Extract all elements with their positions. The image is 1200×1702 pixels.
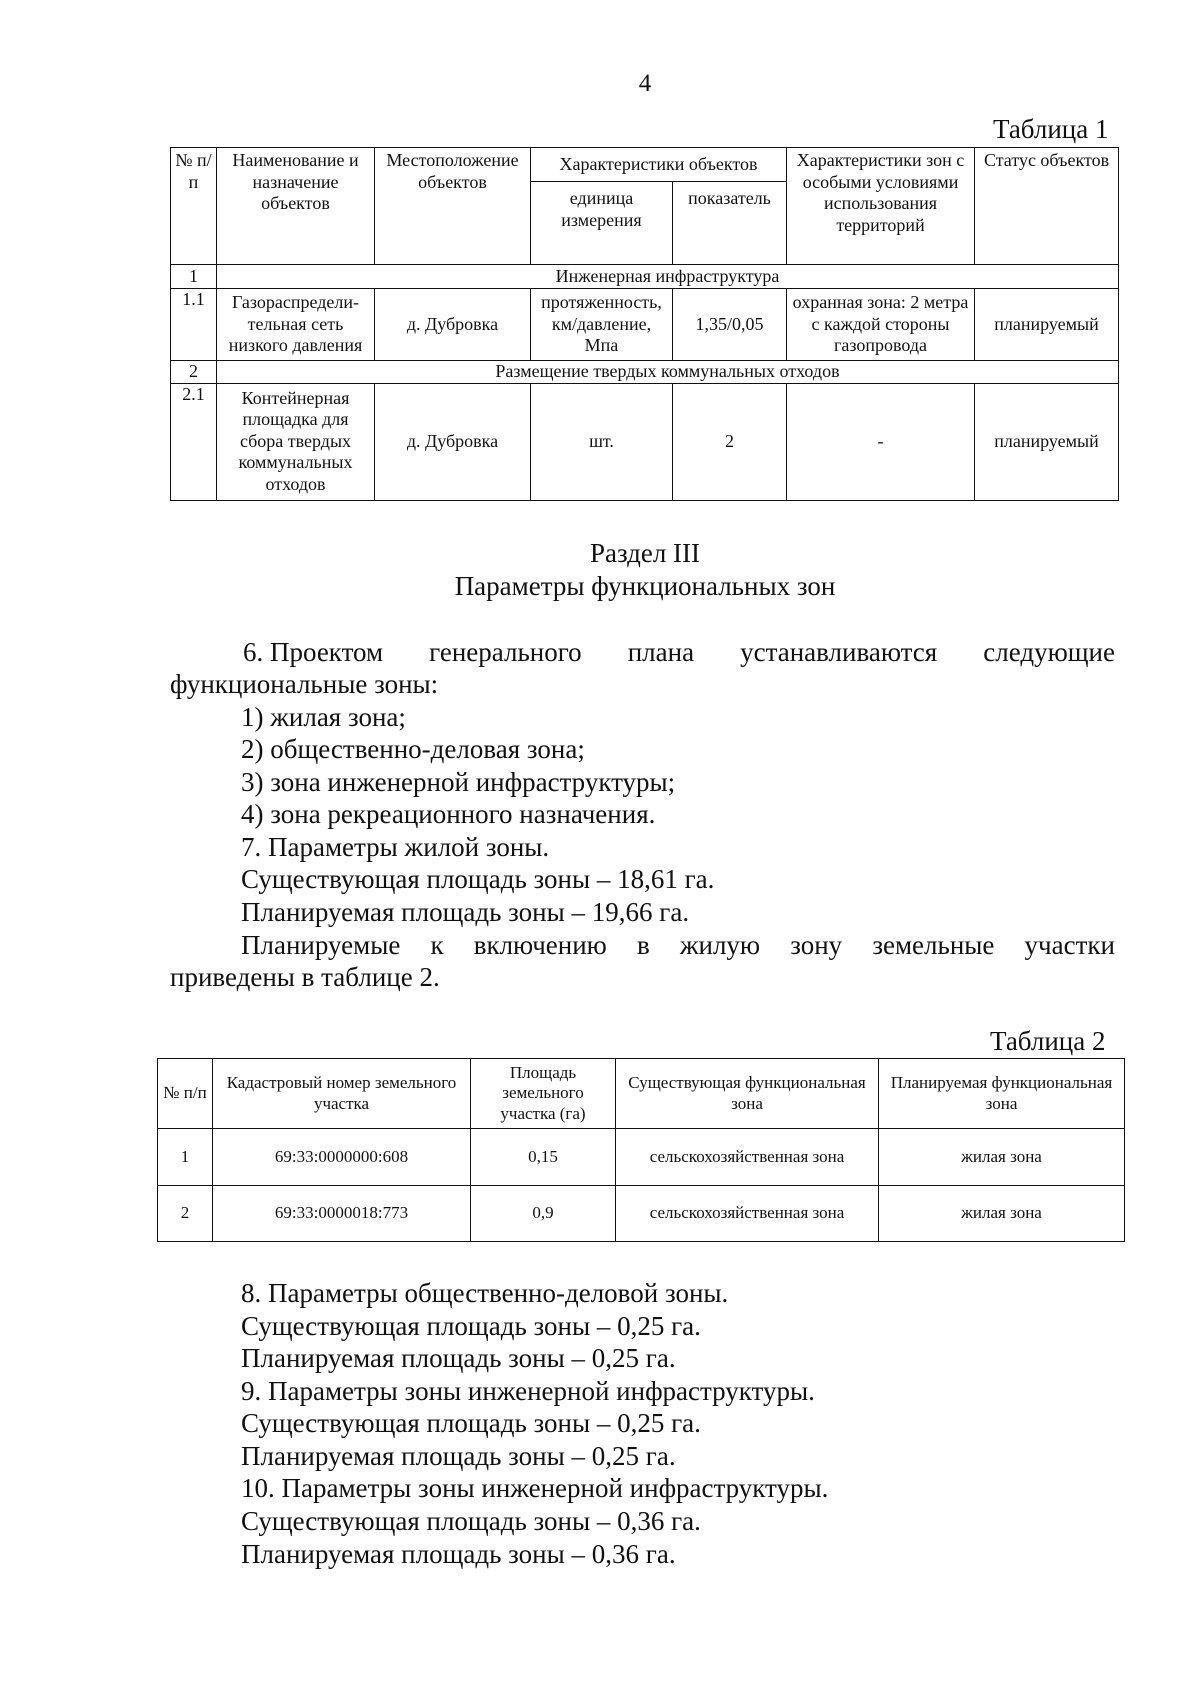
p6-word: 6. Проектом [243, 637, 384, 667]
t2-header-planned-zone: Планируемая функциональная зона [879, 1059, 1125, 1129]
t2-cell-planned-zone: жилая зона [879, 1129, 1125, 1186]
t1-header-location: Местоположение объектов [375, 148, 531, 265]
p8-planned: Планируемая площадь зоны – 0,25 га. [241, 1343, 676, 1373]
table1-caption: Таблица 1 [993, 114, 1109, 144]
t2-cell-area: 0,15 [471, 1129, 616, 1186]
p9-existing: Существующая площадь зоны – 0,25 га. [241, 1408, 701, 1438]
t2-cell-area: 0,9 [471, 1186, 616, 1242]
p6-word: генерального [429, 637, 582, 667]
t1-row2-indicator: 2 [673, 383, 787, 500]
p7-word: Планируемые [241, 930, 401, 960]
t1-row2-name: Контейнерная площадка для сбора твердых коммунальных отходов [217, 383, 375, 500]
zone-list-item: 1) жилая зона; [241, 702, 406, 732]
t1-row2-num: 2.1 [171, 383, 217, 500]
p7-planned: Планируемая площадь зоны – 19,66 га. [241, 897, 690, 927]
p9-planned: Планируемая площадь зоны – 0,25 га. [241, 1441, 676, 1471]
p7-line1 [241, 929, 1115, 961]
zone-list-item: 4) зона рекреационного назначения. [241, 799, 656, 829]
t1-row1-status: планируемый [975, 289, 1119, 361]
p7-word: зону [790, 930, 843, 960]
t2-cell-num: 2 [158, 1186, 213, 1242]
table1 [170, 147, 1119, 501]
p7-title: 7. Параметры жилой зоны. [241, 832, 550, 862]
t2-cell-planned-zone: жилая зона [879, 1186, 1125, 1242]
p10-planned: Планируемая площадь зоны – 0,36 га. [241, 1539, 676, 1569]
table-row [158, 1129, 1125, 1186]
t2-cell-existing-zone: сельскохозяйственная зона [616, 1186, 879, 1242]
t2-header-existing-zone: Существующая функциональная зона [616, 1059, 879, 1129]
p7-line2: приведены в таблице 2. [170, 962, 440, 992]
p7-word: к [430, 930, 444, 960]
t1-header-unit: единица измерения [531, 182, 673, 265]
table-row [158, 1186, 1125, 1242]
t2-header-area: Площадь земельного участка (га) [471, 1059, 616, 1129]
t1-group2-title: Размещение твердых коммунальных отходов [217, 361, 1119, 384]
p6-line1 [243, 636, 1115, 668]
t1-header-num: № п/п [171, 148, 217, 265]
page-number: 4 [638, 70, 652, 97]
p6-word: плана [627, 637, 695, 667]
t1-row1-zone: охранная зона: 2 метра с каждой стороны газопровода [787, 289, 975, 361]
t1-group2-num: 2 [171, 361, 217, 384]
t1-header-characteristics: Характеристики объектов [531, 148, 787, 182]
p8-existing: Существующая площадь зоны – 0,25 га. [241, 1311, 701, 1341]
t1-row1-location: д. Дубровка [375, 289, 531, 361]
p6-line2: функциональные зоны: [170, 669, 439, 699]
table2 [157, 1058, 1125, 1242]
p10-existing: Существующая площадь зоны – 0,36 га. [241, 1506, 701, 1536]
t1-row2-unit: шт. [531, 383, 673, 500]
section-number: Раздел III [589, 538, 701, 568]
section-title: Параметры функциональных зон [454, 571, 836, 601]
t2-header-cadastral: Кадастровый номер земельного участка [213, 1059, 471, 1129]
p6-word: устанавливаются [740, 637, 938, 667]
t2-cell-cadastral: 69:33:0000018:773 [213, 1186, 471, 1242]
t1-header-name: Наименование и назначение объектов [217, 148, 375, 265]
p9-title: 9. Параметры зоны инженерной инфраструктуры. [241, 1376, 815, 1406]
t2-cell-existing-zone: сельскохозяйственная зона [616, 1129, 879, 1186]
t1-header-indicator: показатель [673, 182, 787, 265]
t1-group1-title: Инженерная инфраструктура [217, 265, 1119, 289]
t1-row1-unit: протяженность, км/давление, Мпа [531, 289, 673, 361]
p7-word: земельные [872, 930, 995, 960]
t2-cell-num: 1 [158, 1129, 213, 1186]
t2-cell-cadastral: 69:33:0000000:608 [213, 1129, 471, 1186]
t2-header-num: № п/п [158, 1059, 213, 1129]
table2-caption: Таблица 2 [990, 1026, 1106, 1056]
p7-word: в [636, 930, 650, 960]
t1-header-zones: Характеристики зон с особыми условиями использования территорий [787, 148, 975, 265]
t1-header-status: Статус объектов [975, 148, 1119, 265]
zone-list-item: 3) зона инженерной инфраструктуры; [241, 767, 676, 797]
p7-existing: Существующая площадь зоны – 18,61 га. [241, 864, 715, 894]
p10-title: 10. Параметры зоны инженерной инфраструктуры. [241, 1473, 829, 1503]
p8-title: 8. Параметры общественно-деловой зоны. [241, 1278, 729, 1308]
p6-word: следующие [983, 637, 1115, 667]
p7-word: включению [473, 930, 607, 960]
t1-group1-num: 1 [171, 265, 217, 289]
t1-row1-indicator: 1,35/0,05 [673, 289, 787, 361]
p7-word: участки [1024, 930, 1115, 960]
t1-row1-num: 1.1 [171, 289, 217, 361]
t1-row2-zone: - [787, 383, 975, 500]
zone-list-item: 2) общественно-деловая зона; [241, 734, 585, 764]
t1-row2-status: планируемый [975, 383, 1119, 500]
p7-word: жилую [679, 930, 761, 960]
t1-row2-location: д. Дубровка [375, 383, 531, 500]
t1-row1-name: Газораспредели-тельная сеть низкого давления [217, 289, 375, 361]
